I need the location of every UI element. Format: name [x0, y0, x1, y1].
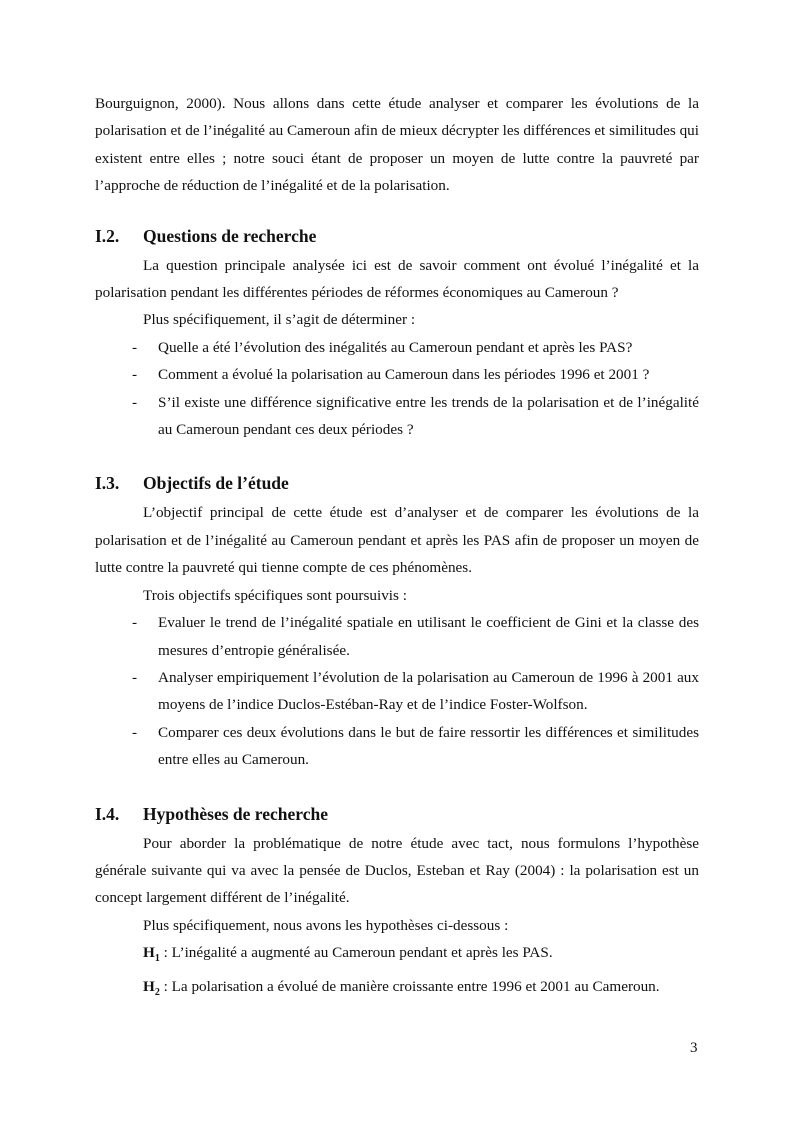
bullet-dash: -	[132, 338, 138, 356]
objectives-lead: Trois objectifs spécifiques sont poursuivis :	[143, 586, 407, 604]
list-item: - Quelle a été l’évolution des inégalités au Cameroun pendant et après les PAS?	[95, 334, 699, 361]
document-page	[95, 90, 699, 1006]
section-title: Objectifs de l’étude	[143, 473, 289, 494]
section-number: I.3.	[95, 473, 120, 494]
section-number: I.4.	[95, 803, 120, 824]
questions-lead: Plus spécifiquement, il s’agit de déterminer :	[143, 311, 416, 329]
section-heading-questions	[95, 224, 699, 248]
hypothesis-h1: $H_1$ : L’inégalité a augmenté au Cameroun pendant et après les PAS.	[143, 944, 553, 965]
section-number: I.2.	[95, 225, 120, 246]
objectives-paragraph: L’objectif principal de cette étude est d’analyser et de comparer les évolutions de la polarisation et de l’inégalité au Cameroun pendant et après les PAS afin de proposer un moyen de lutte contre la pauvreté qui tienne compte de ces phénomènes.	[95, 504, 699, 577]
list-item: - Comment a évolué la polarisation au Cameroun dans les périodes 1996 et 2001 ?	[95, 361, 699, 388]
bullet-dash: -	[132, 723, 138, 741]
bullet-dash: -	[132, 366, 138, 384]
list-item: - Comparer ces deux évolutions dans le but de faire ressortir les différences et similitudes entre elles au Cameroun.	[95, 719, 699, 774]
intro-paragraph: Bourguignon, 2000). Nous allons dans cette étude analyser et comparer les évolutions de la polarisation et de l’inégalité au Cameroun afin de mieux décrypter les différences et similitudes qui existent entre elles ; notre souci étant de proposer un moyen de lutte contre la pauvreté par l’approche de réduction de l’inégalité et de la polarisation.	[95, 95, 699, 195]
list-item: - S’il existe une différence significative entre les trends de la polarisation et de l’inégalité au Cameroun pendant ces deux périodes ?	[95, 389, 699, 444]
bullet-dash: -	[132, 614, 138, 632]
list-item: - Analyser empiriquement l’évolution de la polarisation au Cameroun de 1996 à 2001 aux moyens de l’indice Duclos-Estéban-Ray et de l’indice Foster-Wolfson.	[95, 664, 699, 719]
hypothesis-h2: $H_2$ : La polarisation a évolué de manière croissante entre 1996 et 2001 au Cameroun.	[143, 977, 660, 998]
bullet-dash: -	[132, 668, 138, 686]
questions-paragraph: La question principale analysée ici est de savoir comment ont évolué l’inégalité et la polarisation pendant les différentes périodes de réformes économiques au Cameroun ?	[95, 256, 699, 302]
section-title: Hypothèses de recherche	[143, 803, 329, 824]
hypothesis-label: $H_2$	[143, 977, 160, 998]
objectives-list	[95, 609, 699, 773]
page-number: 3	[690, 1040, 698, 1056]
questions-list	[95, 334, 699, 444]
bullet-dash: -	[132, 393, 138, 411]
section-title: Questions de recherche	[143, 225, 317, 246]
hypothesis-label: $H_1$	[143, 944, 160, 965]
hypotheses-lead: Plus spécifiquement, nous avons les hypothèses ci-dessous :	[143, 916, 509, 934]
section-heading-hypotheses	[95, 802, 699, 826]
list-item: - Evaluer le trend de l’inégalité spatiale en utilisant le coefficient de Gini et la classe des mesures d’entropie généralisée.	[95, 609, 699, 664]
section-heading-objectives	[95, 471, 699, 495]
hypotheses-paragraph: Pour aborder la problématique de notre étude avec tact, nous formulons l’hypothèse générale suivante qui va avec la pensée de Duclos, Esteban et Ray (2004) : la polarisation est un concept largement différent de l’inégalité.	[95, 834, 699, 907]
